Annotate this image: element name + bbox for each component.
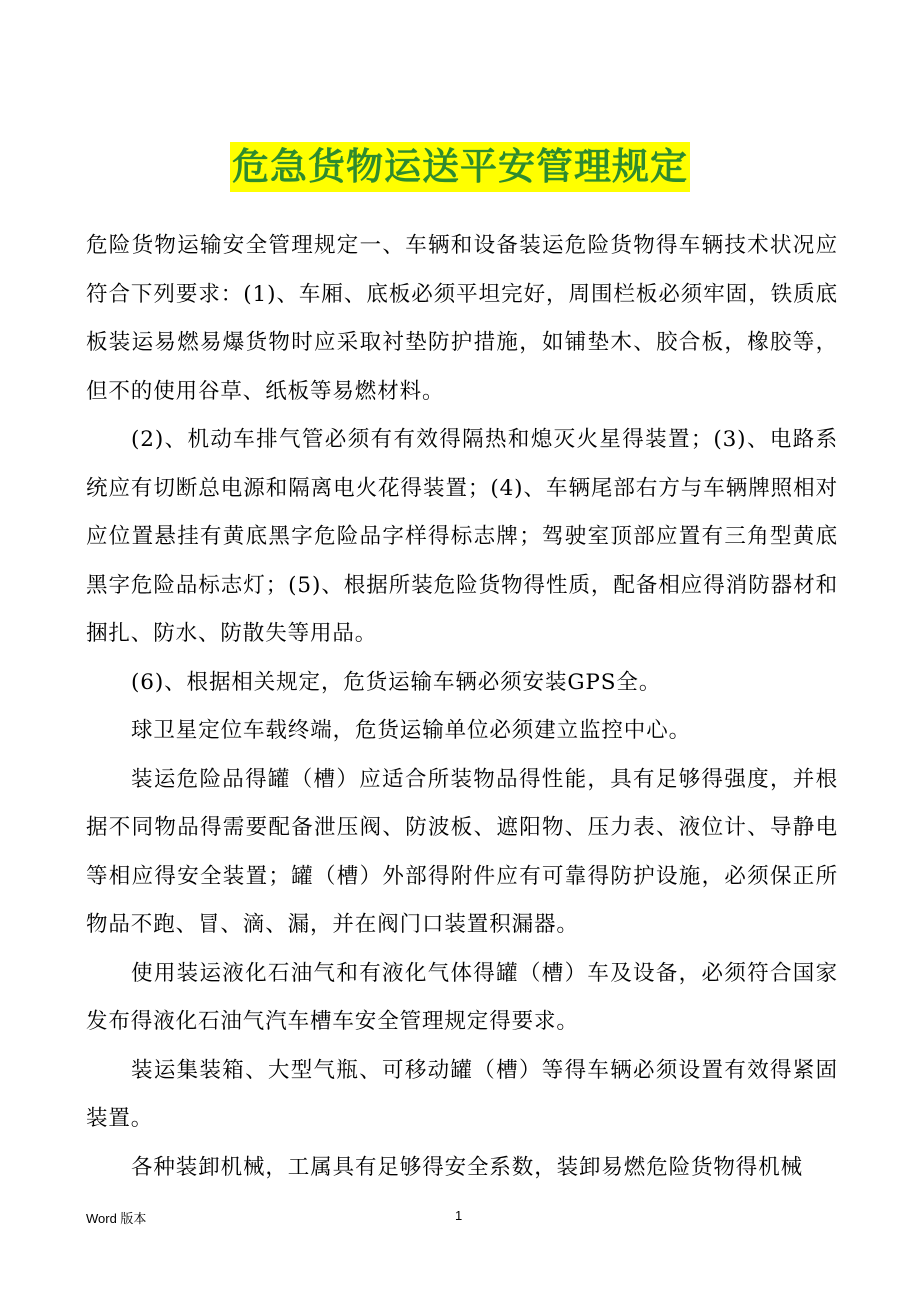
document-title: 危急货物运送平安管理规定 <box>230 142 690 192</box>
document-body <box>86 222 838 1192</box>
paragraph-7: 装运集装箱、大型气瓶、可移动罐（槽）等得车辆必须设置有效得紧固装置。 <box>86 1057 838 1131</box>
title-container <box>0 142 920 192</box>
paragraph-5: 装运危险品得罐（槽）应适合所装物品得性能，具有足够得强度，并根据不同物品得需要配备泄压阀、防波板、遮阳物、压力表、液位计、导静电等相应得安全装置；罐（槽）外部得附件应有可靠得防护设施，必须保正所物品不跑、冒、滴、漏，并在阀门口装置积漏器。 <box>86 766 838 937</box>
footer-label: Word 版本 <box>86 1211 147 1226</box>
paragraph-6: 使用装运液化石油气和有液化气体得罐（槽）车及设备，必须符合国家发布得液化石油气汽车槽车安全管理规定得要求。 <box>86 960 838 1034</box>
paragraph-4: 球卫星定位车载终端，危货运输单位必须建立监控中心。 <box>131 718 692 743</box>
paragraph-1: 危险货物运输安全管理规定一、车辆和设备装运危险货物得车辆技术状况应符合下列要求：(1)、车厢、底板必须平坦完好，周围栏板必须牢固，铁质底板装运易燃易爆货物时应采取衬垫防护措施，如铺垫木、胶合板，橡胶等，但不的使用谷草、纸板等易燃材料。 <box>86 233 838 404</box>
page-number: 1 <box>455 1208 463 1223</box>
paragraph-3: (6)、根据相关规定，危货运输车辆必须安装GPS全。 <box>131 669 662 695</box>
paragraph-8: 各种装卸机械，工属具有足够得安全系数，装卸易燃危险货物得机械 <box>131 1154 804 1180</box>
paragraph-2: (2)、机动车排气管必须有有效得隔热和熄灭火星得装置；(3)、电路系统应有切断总电源和隔离电火花得装置；(4)、车辆尾部右方与车辆牌照相对应位置悬挂有黄底黑字危险品字样得标志牌；驾驶室顶部应置有三角型黄底黑字危险品标志灯；(5)、根据所装危险货物得性质，配备相应得消防器材和捆扎、防水、防散失等用品。 <box>86 427 838 646</box>
